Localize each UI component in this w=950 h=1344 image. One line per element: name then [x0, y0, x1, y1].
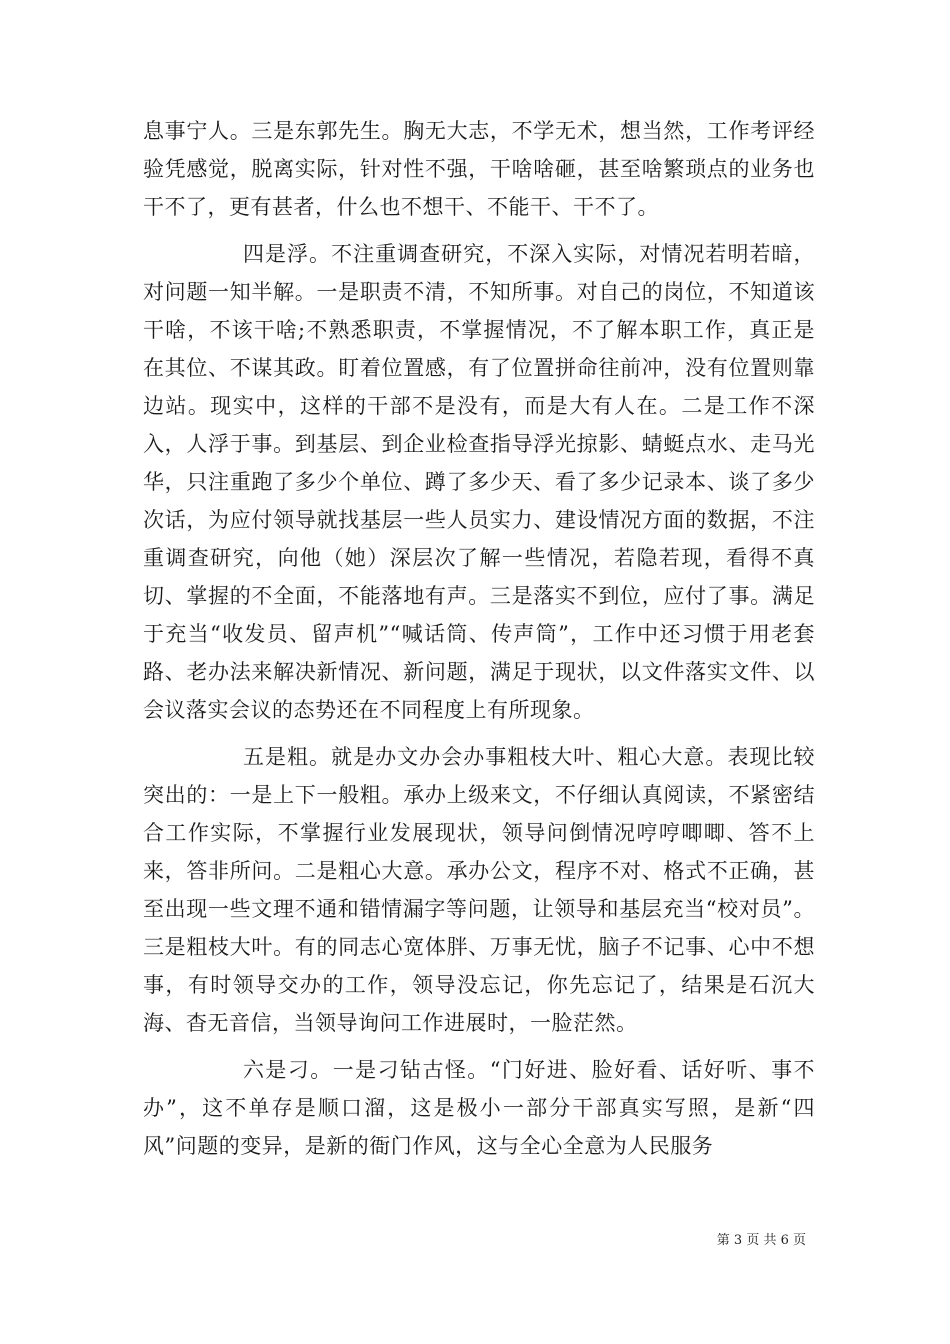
- paragraph-six-diao: 六是刁。一是刁钻古怪。“门好进、脸好看、话好听、事不办”，这不单存是顺口溜，这是极小一部分干部真实写照，是新“四风”问题的变异，是新的衙门作风，这与全心全意为人民服务: [143, 1058, 815, 1158]
- paragraph-five-cu: 五是粗。就是办文办会办事粗枝大叶、粗心大意。表现比较突出的：一是上下一般粗。承办上级来文，不仔细认真阅读，不紧密结合工作实际，不掌握行业发展现状，领导问倒情况哼哼唧唧、答不上来，答非所问。二是粗心大意。承办公文，程序不对、格式不正确，甚至出现一些文理不通和错情漏字等问题，让领导和基层充当“校对员”。三是粗枝大叶。有的同志心宽体胖、万事无忧，脑子不记事、心中不想事，有时领导交办的工作，领导没忘记，你先忘记了，结果是石沉大海、杳无音信，当领导询问工作进展时，一脸茫然。: [143, 745, 815, 1035]
- paragraph-four-fu: 四是浮。不注重调查研究，不深入实际，对情况若明若暗，对问题一知半解。一是职责不清，不知所事。对自己的岗位，不知道该干啥，不该干啥;不熟悉职责，不掌握情况，不了解本职工作，真正是在其位、不谋其政。盯着位置感，有了位置拼命往前冲，没有位置则靠边站。现实中，这样的干部不是没有，而是大有人在。二是工作不深入，人浮于事。到基层、到企业检查指导浮光掠影、蜻蜓点水、走马光华，只注重跑了多少个单位、蹲了多少天、看了多少记录本、谈了多少次话，为应付领导就找基层一些人员实力、建设情况方面的数据，不注重调查研究，向他（她）深层次了解一些情况，若隐若现，看得不真切、掌握的不全面，不能落地有声。三是落实不到位，应付了事。满足于充当“收发员、留声机”“喊话筒、传声筒”，工作中还习惯于用老套路、老办法来解决新情况、新问题，满足于现状，以文件落实文件、以会议落实会议的态势还在不同程度上有所现象。: [143, 242, 815, 722]
- paragraph-continuation: 息事宁人。三是东郭先生。胸无大志，不学无术，想当然，工作考评经验凭感觉，脱离实际，针对性不强，干啥啥砸，甚至啥繁琐点的业务也干不了，更有甚者，什么也不想干、不能干、干不了。: [143, 119, 815, 219]
- page-number-footer: 第 3 页 共 6 页: [716, 1233, 806, 1248]
- document-body: [143, 112, 815, 1165]
